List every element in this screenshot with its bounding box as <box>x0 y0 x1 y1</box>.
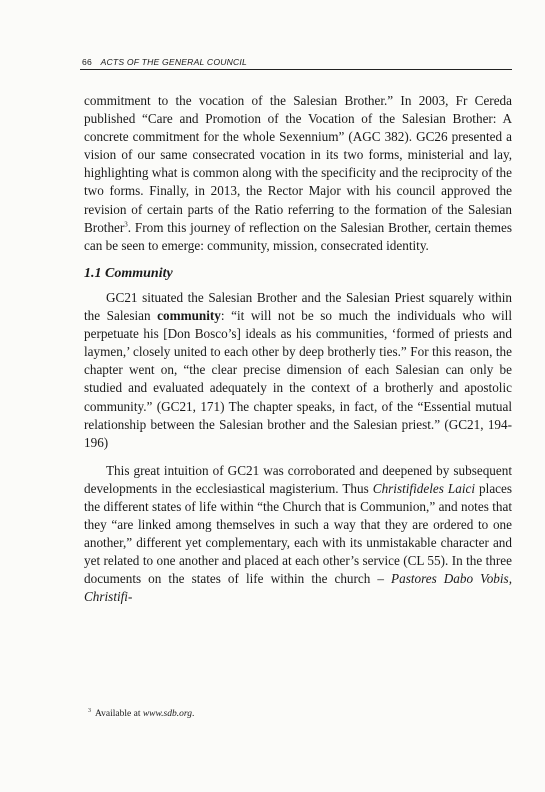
footnote <box>88 708 512 720</box>
footnote-text: Available at <box>95 709 143 719</box>
page-number: 66 <box>82 57 92 67</box>
footnote-link[interactable]: www.sdb.org <box>142 709 192 719</box>
paragraph-2-text-a: GC21 situated the Salesian Brother and the Salesian Priest squarely within the Salesian <box>84 289 512 324</box>
header-rule <box>80 69 512 70</box>
footnote-reference[interactable]: 3 <box>124 220 128 229</box>
title-pastores-dabo-vobis: Pastores Dabo Vobis, Christifi- <box>84 571 512 605</box>
paragraph-2-text-b: : “it will not be so much the individuals who will perpetuate his [Don Bosco’s] ideals as his communities, ‘formed of priests and laymen,’ closely united to each other by deep brotherly ties.” For this reason, the chapter went on, “the clear precise dimension of each Salesian can only be studied and evaluated adequately in the context of a brotherly and apostolic community.” (GC21, 171) The chapter speaks, in fact, of the “Essential mutual relationship between the Salesian brother and the Salesian priest.” (GC21, 194-196) <box>84 308 512 450</box>
page-body <box>84 92 512 607</box>
paragraph-gap <box>84 452 512 462</box>
footnote-end: . <box>191 709 195 719</box>
title-christifideles-laici: Christifideles Laici <box>372 480 476 496</box>
running-title: ACTS OF THE GENERAL COUNCIL <box>100 57 247 67</box>
paragraph-1-text-b: . From this journey of reflection on the Salesian Brother, certain themes can be seen to emerge: community, mission, consecrated identity. <box>84 219 512 253</box>
section-heading: 1.1 Community <box>84 265 173 281</box>
paragraph-3-text-a: This great intuition of GC21 was corroborated and deepened by subsequent developments in the ecclesiastical magisterium. Thus <box>84 462 512 496</box>
paragraph-3-text-b: places the different states of life within “the Church that is Communion,” and notes that they “are linked among themselves in such a way that they are ordered to one another,” different yet complementary, each with its unmistakable character and yet related to one another and placed at each other’s service (CL 55). In the three documents on the states of life within the church – <box>84 480 513 587</box>
paragraph-1-text-a: commitment to the vocation of the Salesian Brother.” In 2003, Fr Cereda published “Care and Promotion of the Vocation of the Salesian Brother: A concrete commitment for the whole Sexennium” (AGC 382). GC26 presented a vision of our same consecrated vocation in its two forms, ministerial and lay, highlighting what is common along with the specificity and the reciprocity of the two forms. Finally, in 2013, the Rector Major with his council approved the revision of certain parts of the Ratio referring to the formation of the Salesian Brother <box>84 93 512 235</box>
footnote-marker: 3 <box>88 707 91 714</box>
running-head <box>82 57 512 67</box>
paragraph-magisterium <box>84 462 512 607</box>
paragraph-community <box>84 289 512 452</box>
paragraph-continued <box>84 92 512 255</box>
emphasis-community: community <box>157 308 221 324</box>
